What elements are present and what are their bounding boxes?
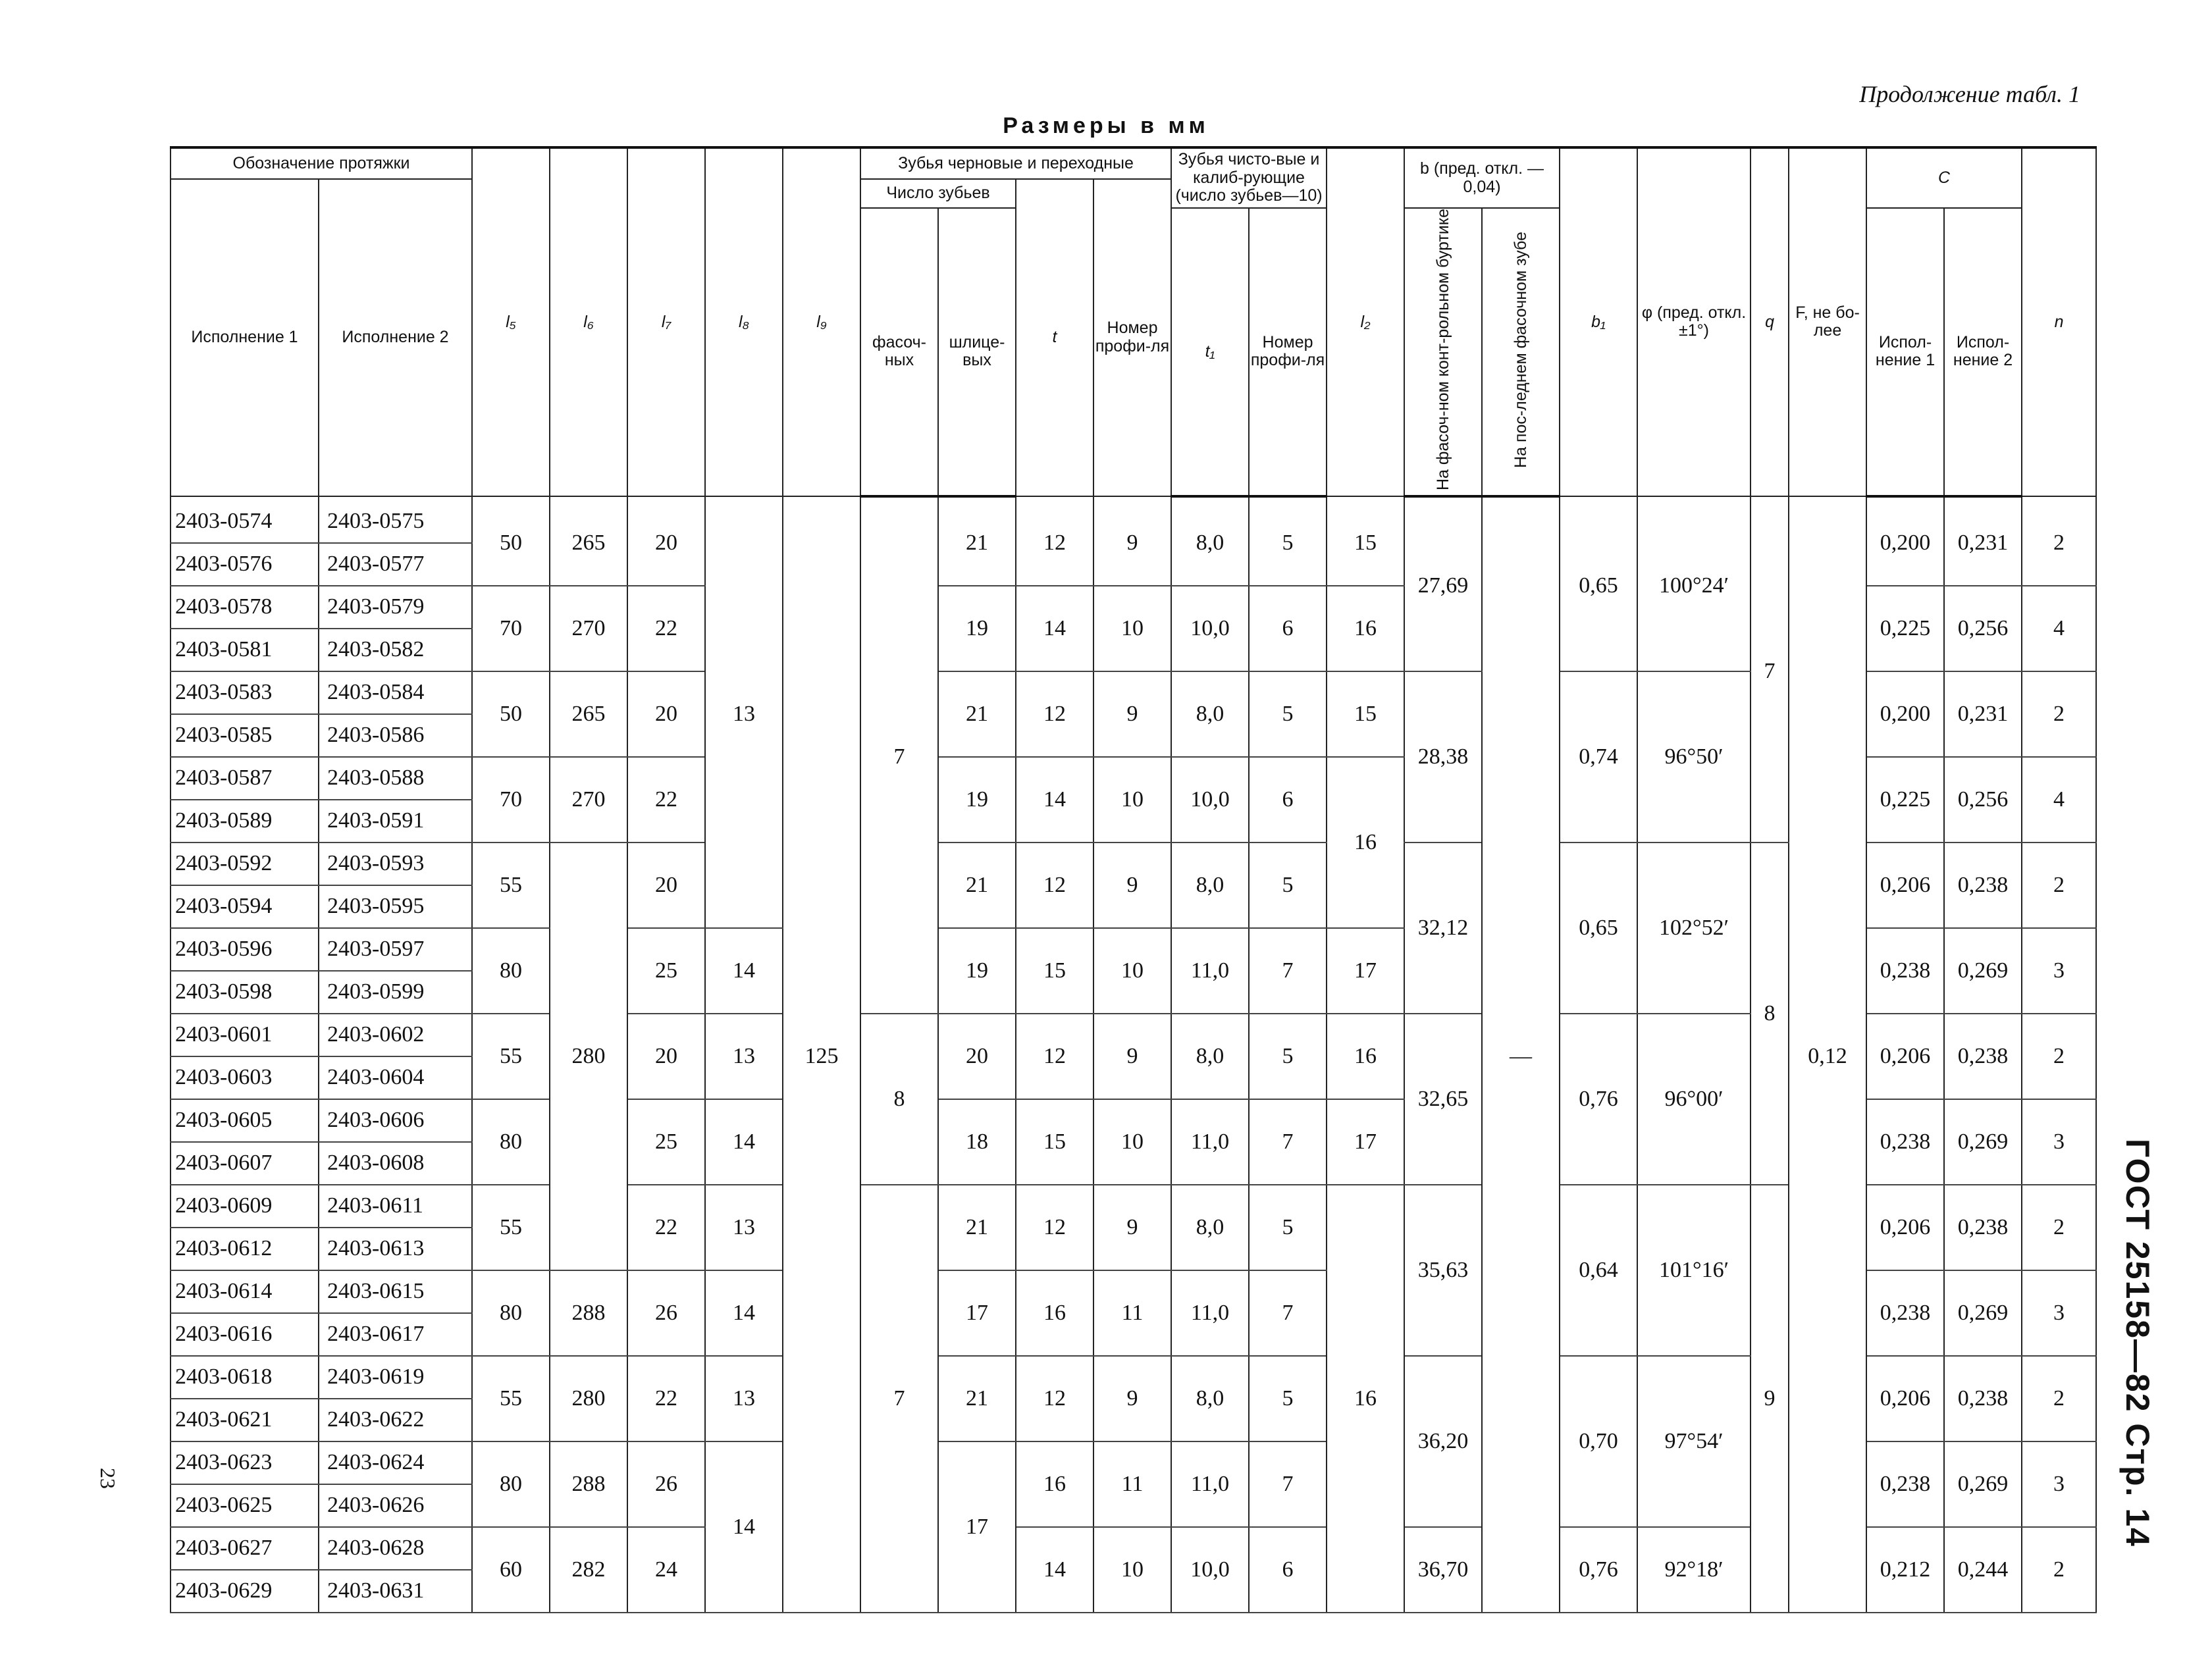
variant2-code: 2403-0608 — [319, 1142, 472, 1185]
spline-teeth-cell: 19 — [938, 586, 1016, 671]
variant2-code: 2403-0604 — [319, 1056, 472, 1099]
variant1-code: 2403-0596 — [171, 928, 319, 971]
l5-cell: 50 — [472, 671, 550, 757]
l2-cell: 16 — [1327, 586, 1404, 671]
b1-cell: 0,76 — [1560, 1014, 1637, 1185]
c-variant2-cell: 0,238 — [1944, 1356, 2022, 1441]
l8-cell: 13 — [705, 1014, 783, 1099]
phi-cell: 97°54′ — [1637, 1356, 1751, 1527]
t-cell: 16 — [1016, 1441, 1093, 1527]
l5-cell: 55 — [472, 1356, 550, 1441]
n-cell: 4 — [2022, 757, 2096, 843]
t1-cell: 8,0 — [1171, 1185, 1249, 1270]
l2-cell: 15 — [1327, 496, 1404, 586]
t-cell: 14 — [1016, 1527, 1093, 1613]
t-cell: 16 — [1016, 1270, 1093, 1356]
phi-cell: 92°18′ — [1637, 1527, 1751, 1613]
l5-cell: 80 — [472, 1270, 550, 1356]
b-cell: 28,38 — [1404, 671, 1482, 843]
t1-cell: 8,0 — [1171, 843, 1249, 928]
c-variant2-header: Испол-нение 2 — [1944, 208, 2022, 496]
c-variant2-cell: 0,269 — [1944, 928, 2022, 1014]
c-variant2-cell: 0,231 — [1944, 496, 2022, 586]
variant1-code: 2403-0618 — [171, 1356, 319, 1399]
n-cell: 2 — [2022, 1527, 2096, 1613]
l7-cell: 25 — [627, 928, 705, 1014]
f-cell: 0,12 — [1789, 496, 1866, 1613]
l2-cell: 16 — [1327, 1185, 1404, 1613]
b-cell: 32,65 — [1404, 1014, 1482, 1185]
variant2-code: 2403-0591 — [319, 800, 472, 843]
c-variant2-cell: 0,231 — [1944, 671, 2022, 757]
variant2-code: 2403-0606 — [319, 1099, 472, 1142]
continuation-note: Продолжение табл. 1 — [1859, 81, 2080, 107]
profile-number-2-cell: 5 — [1249, 1356, 1327, 1441]
c-variant1-header: Испол-нение 1 — [1866, 208, 1944, 496]
profile-number-2-cell: 5 — [1249, 1185, 1327, 1270]
t-cell: 14 — [1016, 586, 1093, 671]
variant1-code: 2403-0629 — [171, 1570, 319, 1613]
t1-cell: 11,0 — [1171, 1099, 1249, 1185]
t1-cell: 10,0 — [1171, 1527, 1249, 1613]
broach-dimensions-table — [170, 146, 2097, 1613]
t-cell: 12 — [1016, 496, 1093, 586]
l6-cell: 270 — [550, 586, 627, 671]
variant2-code: 2403-0617 — [319, 1313, 472, 1356]
profile-number-cell: 10 — [1093, 1527, 1171, 1613]
variant1-code: 2403-0605 — [171, 1099, 319, 1142]
profile-number-2-cell: 7 — [1249, 1441, 1327, 1527]
l6-header: l₆ — [550, 147, 627, 496]
t-cell: 14 — [1016, 757, 1093, 843]
c-variant2-cell: 0,238 — [1944, 843, 2022, 928]
b1-cell: 0,74 — [1560, 671, 1637, 843]
t1-cell: 8,0 — [1171, 1014, 1249, 1099]
l6-cell: 265 — [550, 671, 627, 757]
variant1-code: 2403-0627 — [171, 1527, 319, 1570]
profile-number-2-cell: 7 — [1249, 1099, 1327, 1185]
variant1-code: 2403-0594 — [171, 885, 319, 928]
l2-header: l₂ — [1327, 147, 1404, 496]
l5-cell: 80 — [472, 1441, 550, 1527]
finish-teeth-header: Зубья чисто-вые и калиб-рующие (число зубьев—10) — [1171, 147, 1327, 208]
b-cell: 36,20 — [1404, 1356, 1482, 1527]
profile-number-cell: 9 — [1093, 496, 1171, 586]
variant2-code: 2403-0586 — [319, 714, 472, 757]
chamfer-teeth-cell: 8 — [860, 1014, 938, 1185]
variant2-code: 2403-0579 — [319, 586, 472, 629]
profile-number-cell: 9 — [1093, 1356, 1171, 1441]
variant2-code: 2403-0577 — [319, 543, 472, 586]
spline-teeth-cell: 19 — [938, 928, 1016, 1014]
spline-teeth-cell: 21 — [938, 496, 1016, 586]
q-cell: 7 — [1751, 496, 1789, 843]
variant2-code: 2403-0602 — [319, 1014, 472, 1056]
chamfer-teeth-header: фасоч-ных — [860, 208, 938, 496]
l7-cell: 20 — [627, 496, 705, 586]
phi-cell: 102°52′ — [1637, 843, 1751, 1014]
l8-cell: 13 — [705, 1185, 783, 1270]
l8-cell: 14 — [705, 1441, 783, 1613]
profile-number-cell: 9 — [1093, 1014, 1171, 1099]
n-cell: 3 — [2022, 1270, 2096, 1356]
b-last-tooth-header: На пос-леднем фасочном зубе — [1482, 208, 1560, 496]
n-cell: 2 — [2022, 671, 2096, 757]
variant1-code: 2403-0601 — [171, 1014, 319, 1056]
b1-cell: 0,70 — [1560, 1356, 1637, 1527]
profile-number-2-cell: 5 — [1249, 843, 1327, 928]
profile-number-2-cell: 5 — [1249, 496, 1327, 586]
variant1-code: 2403-0623 — [171, 1441, 319, 1484]
l6-cell: 265 — [550, 496, 627, 586]
spline-teeth-cell: 21 — [938, 671, 1016, 757]
l6-cell: 288 — [550, 1270, 627, 1356]
t1-header: t₁ — [1171, 208, 1249, 496]
standard-side-label: ГОСТ 25158—82 Стр. 14 — [2119, 1139, 2156, 1547]
l5-header: l₅ — [472, 147, 550, 496]
profile-number-cell: 9 — [1093, 843, 1171, 928]
b-cell: 35,63 — [1404, 1185, 1482, 1356]
phi-cell: 100°24′ — [1637, 496, 1751, 671]
profile-number-cell: 11 — [1093, 1441, 1171, 1527]
l5-cell: 70 — [472, 586, 550, 671]
t-cell: 12 — [1016, 1185, 1093, 1270]
t-cell: 15 — [1016, 928, 1093, 1014]
spline-teeth-cell: 21 — [938, 1185, 1016, 1270]
c-variant1-cell: 0,225 — [1866, 586, 1944, 671]
t1-cell: 8,0 — [1171, 1356, 1249, 1441]
variant1-code: 2403-0614 — [171, 1270, 319, 1313]
l8-header: l₈ — [705, 147, 783, 496]
variant1-code: 2403-0587 — [171, 757, 319, 800]
c-variant1-cell: 0,206 — [1866, 843, 1944, 928]
b-cell: 36,70 — [1404, 1527, 1482, 1613]
l6-cell: 288 — [550, 1441, 627, 1527]
c-variant1-cell: 0,206 — [1866, 1356, 1944, 1441]
b-cell: 32,12 — [1404, 843, 1482, 1014]
c-variant1-cell: 0,238 — [1866, 1099, 1944, 1185]
t1-cell: 8,0 — [1171, 496, 1249, 586]
profile-number-cell: 10 — [1093, 928, 1171, 1014]
variant2-code: 2403-0597 — [319, 928, 472, 971]
l9-cell: 125 — [783, 496, 860, 1613]
l2-cell: 16 — [1327, 1014, 1404, 1099]
profile-number-2-cell: 6 — [1249, 1527, 1327, 1613]
variant2-code: 2403-0611 — [319, 1185, 472, 1228]
variant1-code: 2403-0609 — [171, 1185, 319, 1228]
units-caption: Размеры в мм — [1003, 113, 1209, 138]
b1-cell: 0,64 — [1560, 1185, 1637, 1356]
variant1-code: 2403-0589 — [171, 800, 319, 843]
variant1-code: 2403-0621 — [171, 1399, 319, 1441]
n-cell: 2 — [2022, 843, 2096, 928]
l9-header: l₉ — [783, 147, 860, 496]
c-variant2-cell: 0,256 — [1944, 586, 2022, 671]
variant2-code: 2403-0595 — [319, 885, 472, 928]
profile-number-2-cell: 5 — [1249, 671, 1327, 757]
l7-header: l₇ — [627, 147, 705, 496]
variant1-code: 2403-0616 — [171, 1313, 319, 1356]
profile-number-cell: 10 — [1093, 586, 1171, 671]
t1-cell: 8,0 — [1171, 671, 1249, 757]
q-cell: 8 — [1751, 843, 1789, 1185]
profile-number-cell: 9 — [1093, 1185, 1171, 1270]
profile-number-2-cell: 7 — [1249, 928, 1327, 1014]
l5-cell: 55 — [472, 1185, 550, 1270]
n-cell: 3 — [2022, 1441, 2096, 1527]
l7-cell: 22 — [627, 1185, 705, 1270]
l8-cell: 14 — [705, 1270, 783, 1356]
l2-cell: 17 — [1327, 928, 1404, 1014]
t-cell: 12 — [1016, 1014, 1093, 1099]
variant2-code: 2403-0584 — [319, 671, 472, 714]
l7-cell: 22 — [627, 757, 705, 843]
l7-cell: 25 — [627, 1099, 705, 1185]
teeth-count-header: Число зубьев — [860, 179, 1016, 208]
l5-cell: 70 — [472, 757, 550, 843]
l5-cell: 80 — [472, 928, 550, 1014]
f-header: F, не бо-лее — [1789, 147, 1866, 496]
l6-cell: 282 — [550, 1527, 627, 1613]
c-variant2-cell: 0,256 — [1944, 757, 2022, 843]
c-variant2-cell: 0,269 — [1944, 1099, 2022, 1185]
variant1-code: 2403-0598 — [171, 971, 319, 1014]
l2-cell: 17 — [1327, 1099, 1404, 1185]
profile-number-cell: 10 — [1093, 1099, 1171, 1185]
variant2-code: 2403-0588 — [319, 757, 472, 800]
profile-number-cell: 9 — [1093, 671, 1171, 757]
l5-cell: 80 — [472, 1099, 550, 1185]
l7-cell: 26 — [627, 1270, 705, 1356]
variant1-code: 2403-0612 — [171, 1228, 319, 1270]
profile-number-cell: 10 — [1093, 757, 1171, 843]
t-cell: 12 — [1016, 843, 1093, 928]
c-variant1-cell: 0,225 — [1866, 757, 1944, 843]
profile-number-2-cell: 6 — [1249, 586, 1327, 671]
l7-cell: 22 — [627, 586, 705, 671]
c-variant2-cell: 0,269 — [1944, 1270, 2022, 1356]
profile-number-2-cell: 5 — [1249, 1014, 1327, 1099]
variant1-header: Исполнение 1 — [171, 179, 319, 496]
c-variant2-cell: 0,244 — [1944, 1527, 2022, 1613]
variant1-code: 2403-0574 — [171, 496, 319, 543]
b-cell: 27,69 — [1404, 496, 1482, 671]
spline-teeth-header: шлице-вых — [938, 208, 1016, 496]
b1-cell: 0,65 — [1560, 843, 1637, 1014]
q-header: q — [1751, 147, 1789, 496]
b-last-tooth-cell: — — [1482, 496, 1560, 1613]
l6-cell: 280 — [550, 1356, 627, 1441]
spline-teeth-cell: 17 — [938, 1441, 1016, 1613]
b-shaped-collar-header: На фасоч-ном конт-рольном буртике — [1404, 208, 1482, 496]
variant2-code: 2403-0613 — [319, 1228, 472, 1270]
variant1-code: 2403-0576 — [171, 543, 319, 586]
variant2-code: 2403-0631 — [319, 1570, 472, 1613]
t1-cell: 10,0 — [1171, 586, 1249, 671]
profile-number-cell: 11 — [1093, 1270, 1171, 1356]
spline-teeth-cell: 20 — [938, 1014, 1016, 1099]
spline-teeth-cell: 19 — [938, 757, 1016, 843]
chamfer-teeth-cell: 7 — [860, 1185, 938, 1613]
variant2-code: 2403-0593 — [319, 843, 472, 885]
variant2-code: 2403-0615 — [319, 1270, 472, 1313]
spline-teeth-cell: 21 — [938, 1356, 1016, 1441]
l7-cell: 20 — [627, 671, 705, 757]
l2-cell: 15 — [1327, 671, 1404, 757]
n-cell: 3 — [2022, 928, 2096, 1014]
c-variant1-cell: 0,238 — [1866, 928, 1944, 1014]
variant1-code: 2403-0581 — [171, 629, 319, 671]
n-cell: 3 — [2022, 1099, 2096, 1185]
c-variant1-cell: 0,238 — [1866, 1441, 1944, 1527]
c-variant1-cell: 0,212 — [1866, 1527, 1944, 1613]
variant2-code: 2403-0575 — [319, 496, 472, 543]
profile-number-2-cell: 6 — [1249, 757, 1327, 843]
table-row — [171, 496, 2096, 543]
variant2-code: 2403-0582 — [319, 629, 472, 671]
variant2-code: 2403-0626 — [319, 1484, 472, 1527]
spline-teeth-cell: 17 — [938, 1270, 1016, 1356]
n-header: n — [2022, 147, 2096, 496]
variant1-code: 2403-0592 — [171, 843, 319, 885]
b-header: b (пред. откл. —0,04) — [1404, 147, 1560, 208]
n-cell: 2 — [2022, 1356, 2096, 1441]
t1-cell: 11,0 — [1171, 928, 1249, 1014]
c-variant1-cell: 0,200 — [1866, 671, 1944, 757]
phi-cell: 96°50′ — [1637, 671, 1751, 843]
l8-cell: 13 — [705, 1356, 783, 1441]
t-cell: 15 — [1016, 1099, 1093, 1185]
variant1-code: 2403-0583 — [171, 671, 319, 714]
variant1-code: 2403-0578 — [171, 586, 319, 629]
t1-cell: 11,0 — [1171, 1270, 1249, 1356]
profile-number-2-cell: 7 — [1249, 1270, 1327, 1356]
variant1-code: 2403-0625 — [171, 1484, 319, 1527]
variant2-code: 2403-0622 — [319, 1399, 472, 1441]
l8-cell: 13 — [705, 496, 783, 928]
t-cell: 12 — [1016, 671, 1093, 757]
l5-cell: 50 — [472, 496, 550, 586]
variant2-code: 2403-0619 — [319, 1356, 472, 1399]
variant1-code: 2403-0585 — [171, 714, 319, 757]
variant2-header: Исполнение 2 — [319, 179, 472, 496]
t1-cell: 10,0 — [1171, 757, 1249, 843]
l7-cell: 22 — [627, 1356, 705, 1441]
q-cell: 9 — [1751, 1185, 1789, 1613]
variant1-code: 2403-0607 — [171, 1142, 319, 1185]
c-variant2-cell: 0,269 — [1944, 1441, 2022, 1527]
l2-cell: 16 — [1327, 757, 1404, 928]
c-variant1-cell: 0,206 — [1866, 1014, 1944, 1099]
n-cell: 4 — [2022, 586, 2096, 671]
l6-cell: 280 — [550, 843, 627, 1270]
t-header: t — [1016, 179, 1093, 496]
profile-number-2-header: Номер профи-ля — [1249, 208, 1327, 496]
chamfer-teeth-cell: 7 — [860, 496, 938, 1014]
b1-cell: 0,65 — [1560, 496, 1637, 671]
designation-header: Обозначение протяжки — [171, 147, 472, 179]
l7-cell: 24 — [627, 1527, 705, 1613]
l5-cell: 55 — [472, 1014, 550, 1099]
page-number: 23 — [96, 1468, 120, 1489]
b1-cell: 0,76 — [1560, 1527, 1637, 1613]
n-cell: 2 — [2022, 496, 2096, 586]
spline-teeth-cell: 18 — [938, 1099, 1016, 1185]
l7-cell: 20 — [627, 843, 705, 928]
c-variant1-cell: 0,206 — [1866, 1185, 1944, 1270]
variant2-code: 2403-0628 — [319, 1527, 472, 1570]
spline-teeth-cell: 21 — [938, 843, 1016, 928]
t1-cell: 11,0 — [1171, 1441, 1249, 1527]
variant2-code: 2403-0599 — [319, 971, 472, 1014]
l8-cell: 14 — [705, 928, 783, 1014]
c-variant2-cell: 0,238 — [1944, 1014, 2022, 1099]
c-variant1-cell: 0,200 — [1866, 496, 1944, 586]
l7-cell: 26 — [627, 1441, 705, 1527]
phi-cell: 101°16′ — [1637, 1185, 1751, 1356]
l7-cell: 20 — [627, 1014, 705, 1099]
c-variant1-cell: 0,238 — [1866, 1270, 1944, 1356]
phi-header: φ (пред. откл. ±1°) — [1637, 147, 1751, 496]
c-header: C — [1866, 147, 2022, 208]
l8-cell: 14 — [705, 1099, 783, 1185]
l5-cell: 60 — [472, 1527, 550, 1613]
t-cell: 12 — [1016, 1356, 1093, 1441]
l6-cell: 270 — [550, 757, 627, 843]
l5-cell: 55 — [472, 843, 550, 928]
profile-number-header: Номер профи-ля — [1093, 179, 1171, 496]
n-cell: 2 — [2022, 1014, 2096, 1099]
b1-header: b₁ — [1560, 147, 1637, 496]
c-variant2-cell: 0,238 — [1944, 1185, 2022, 1270]
n-cell: 2 — [2022, 1185, 2096, 1270]
variant2-code: 2403-0624 — [319, 1441, 472, 1484]
phi-cell: 96°00′ — [1637, 1014, 1751, 1185]
variant1-code: 2403-0603 — [171, 1056, 319, 1099]
rough-teeth-header: Зубья черновые и переходные — [860, 147, 1171, 179]
